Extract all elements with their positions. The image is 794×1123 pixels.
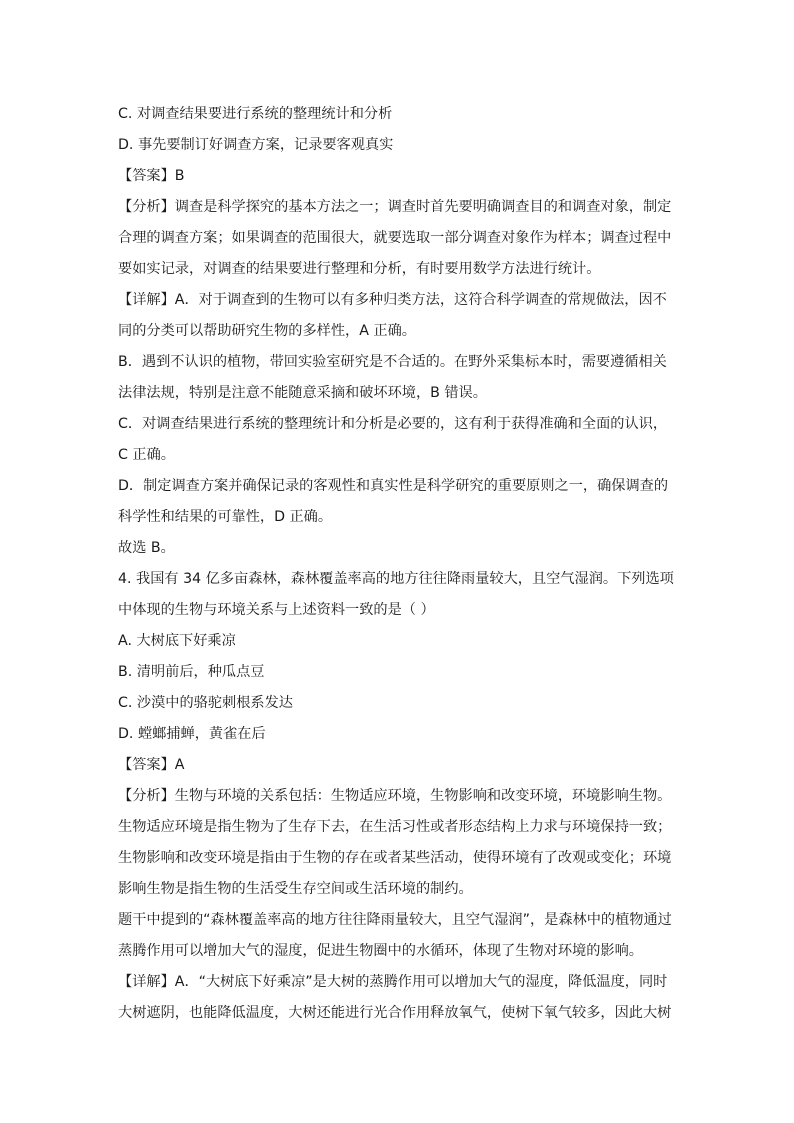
explanation-line: 科学性和结果的可靠性，D 正确。 <box>118 509 333 525</box>
analysis-line: 合理的调查方案；如果调查的范围很大，就要选取一部分调查对象作为样本；调查过程中 <box>118 230 672 246</box>
option-d-line: D. 螳螂捕蝉，黄雀在后 <box>118 726 266 742</box>
explanation-line: 【详解】A．对于调查到的生物可以有多种归类方法，这符合科学调查的常规做法，因不 <box>118 292 667 308</box>
choice-line: 故选 B。 <box>118 540 175 556</box>
explanation-line: 【详解】A．“大树底下好乘凉”是大树的蒸腾作用可以增加大气的湿度，降低温度，同时 <box>118 974 668 990</box>
question-4-line: 中体现的生物与环境关系与上述资料一致的是（ ） <box>118 602 435 618</box>
analysis-line: 【分析】调查是科学探究的基本方法之一；调查时首先要明确调查目的和调查对象，制定 <box>118 199 672 215</box>
question-4-line: 4. 我国有 34 亿多亩森林，森林覆盖率高的地方往往降雨量较大，且空气湿润。下列选项 <box>118 571 674 587</box>
explanation-line: B．遇到不认识的植物，带回实验室研究是不合适的。在野外采集标本时，需要遵循相关 <box>118 354 667 370</box>
explanation-line: C．对调查结果进行系统的整理统计和分析是必要的，这有利于获得准确和全面的认识， <box>118 416 668 432</box>
analysis-line: 生物适应环境是指生物为了生存下去，在生活习性或者形态结构上力求与环境保持一致； <box>118 819 672 835</box>
analysis-line: 题干中提到的“森林覆盖率高的地方往往降雨量较大，且空气湿润”，是森林中的植物通过 <box>118 912 672 928</box>
answer-line: 【答案】A <box>118 757 185 773</box>
option-d-line: D. 事先要制订好调查方案，记录要客观真实 <box>118 137 394 153</box>
option-b-line: B. 清明前后，种瓜点豆 <box>118 664 265 680</box>
explanation-line: 大树遮阴，也能降低温度，大树还能进行光合作用释放氧气，使树下氧气较多，因此大树 <box>118 1005 672 1021</box>
explanation-line: C 正确。 <box>118 447 175 463</box>
explanation-line: D．制定调查方案并确保记录的客观性和真实性是科学研究的重要原则之一，确保调查的 <box>118 478 669 494</box>
analysis-line: 影响生物是指生物的生活受生存空间或生活环境的制约。 <box>118 881 473 897</box>
document-body <box>118 99 674 1029</box>
explanation-line: 法律法规，特别是注意不能随意采摘和破坏环境，B 错误。 <box>118 385 487 401</box>
option-c-line: C. 沙漠中的骆驼刺根系发达 <box>118 695 293 711</box>
explanation-line: 同的分类可以帮助研究生物的多样性，A 正确。 <box>118 323 416 339</box>
analysis-line: 【分析】生物与环境的关系包括：生物适应环境，生物影响和改变环境，环境影响生物。 <box>118 788 672 804</box>
option-a-line: A. 大树底下好乘凉 <box>118 633 236 649</box>
analysis-line: 生物影响和改变环境是指由于生物的存在或者某些活动，使得环境有了改观或变化；环境 <box>118 850 672 866</box>
answer-line: 【答案】B <box>118 168 185 184</box>
option-c-line: C. 对调查结果要进行系统的整理统计和分析 <box>118 106 393 122</box>
analysis-line: 要如实记录，对调查的结果要进行整理和分析，有时要用数学方法进行统计。 <box>118 261 601 277</box>
analysis-line: 蒸腾作用可以增加大气的湿度，促进生物圈中的水循环，体现了生物对环境的影响。 <box>118 943 643 959</box>
